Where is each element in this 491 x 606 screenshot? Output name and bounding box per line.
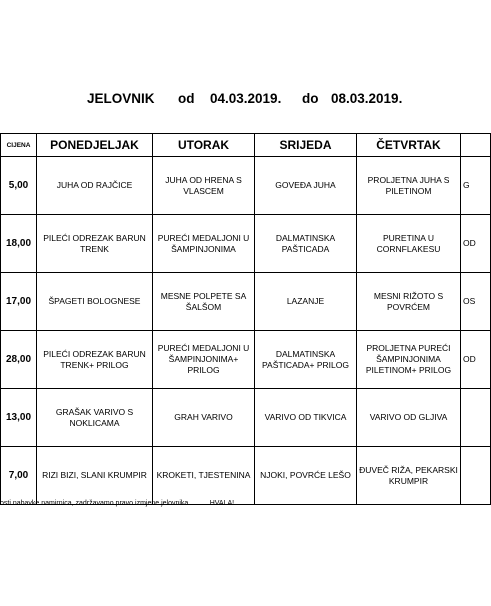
monday-cell: JUHA OD RAJČICE (37, 157, 153, 215)
title-to: do (302, 91, 319, 106)
tuesday-cell: MESNE POLPETE SA ŠALŠOM (153, 273, 255, 331)
tuesday-cell: JUHA OD HRENA S VLASCEM (153, 157, 255, 215)
monday-cell: ŠPAGETI BOLOGNESE (37, 273, 153, 331)
monday-cell: RIZI BIZI, SLANI KRUMPIR (37, 447, 153, 505)
friday-cell (461, 389, 491, 447)
thursday-cell: VARIVO OD GLJIVA (357, 389, 461, 447)
monday-cell: GRAŠAK VARIVO S NOKLICAMA (37, 389, 153, 447)
tuesday-cell: KROKETI, TJESTENINA (153, 447, 255, 505)
friday-cell: OD (461, 331, 491, 389)
wednesday-cell: GOVEĐA JUHA (255, 157, 357, 215)
table-row (1, 331, 491, 389)
header-price: CIJENA (1, 134, 37, 157)
tuesday-cell: PUREĆI MEDALJONI U ŠAMPINJONIMA+ PRILOG (153, 331, 255, 389)
thursday-cell: PURETINA U CORNFLAKESU (357, 215, 461, 273)
price-cell: 5,00 (1, 157, 37, 215)
footer-note: osti nabavke namirnica, zadržavamo pravo izmjene jelovnika. HVALA! (0, 500, 235, 507)
table-row (1, 389, 491, 447)
price-cell: 7,00 (1, 447, 37, 505)
price-cell: 13,00 (1, 389, 37, 447)
thursday-cell: PROLJETNA JUHA S PILETINOM (357, 157, 461, 215)
monday-cell: PILEĆI ODREZAK BARUN TRENK (37, 215, 153, 273)
price-cell: 18,00 (1, 215, 37, 273)
title-label: JELOVNIK (87, 91, 155, 106)
header-thursday: ČETVRTAK (357, 134, 461, 157)
wednesday-cell: NJOKI, POVRĆE LEŠO (255, 447, 357, 505)
wednesday-cell: VARIVO OD TIKVICA (255, 389, 357, 447)
wednesday-cell: LAZANJE (255, 273, 357, 331)
header-tuesday: UTORAK (153, 134, 255, 157)
friday-cell: OS (461, 273, 491, 331)
friday-cell (461, 447, 491, 505)
header-friday (461, 134, 491, 157)
header-row (1, 134, 491, 157)
tuesday-cell: GRAH VARIVO (153, 389, 255, 447)
menu-table (0, 133, 491, 505)
price-cell: 17,00 (1, 273, 37, 331)
table-row (1, 215, 491, 273)
thursday-cell: MESNI RIŽOTO S POVRĆEM (357, 273, 461, 331)
header-wednesday: SRIJEDA (255, 134, 357, 157)
table-row (1, 157, 491, 215)
price-cell: 28,00 (1, 331, 37, 389)
table-row (1, 273, 491, 331)
thursday-cell: ĐUVEČ RIŽA, PEKARSKI KRUMPIR (357, 447, 461, 505)
title-start-date: 04.03.2019. (210, 91, 282, 106)
wednesday-cell: DALMATINSKA PAŠTICADA (255, 215, 357, 273)
wednesday-cell: DALMATINSKA PAŠTICADA+ PRILOG (255, 331, 357, 389)
header-monday: PONEDJELJAK (37, 134, 153, 157)
table-row (1, 447, 491, 505)
tuesday-cell: PUREĆI MEDALJONI U ŠAMPINJONIMA (153, 215, 255, 273)
thursday-cell: PROLJETNA PUREĆI ŠAMPINJONIMA PILETINOM+ PRILOG (357, 331, 461, 389)
title-end-date: 08.03.2019. (331, 91, 403, 106)
friday-cell: OD (461, 215, 491, 273)
title-from: od (178, 91, 195, 106)
monday-cell: PILEĆI ODREZAK BARUN TRENK+ PRILOG (37, 331, 153, 389)
friday-cell: G (461, 157, 491, 215)
